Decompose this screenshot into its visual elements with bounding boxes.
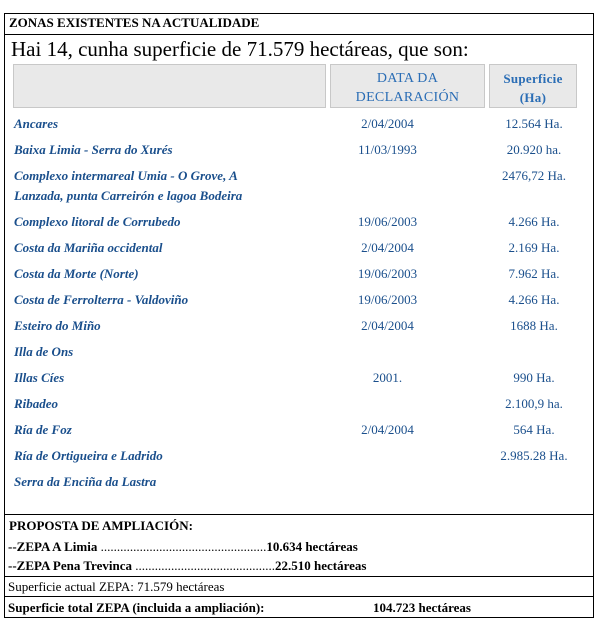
header-area-cell <box>489 64 577 108</box>
proposal-limia-dots: ................................................... <box>97 539 267 554</box>
zone-name: Ría de Foz <box>14 422 72 437</box>
current-total: Superficie actual ZEPA: 71.579 hectáreas <box>8 579 225 594</box>
zone-area: 564 Ha. <box>513 422 555 437</box>
zone-name: Illas Cíes <box>14 370 65 385</box>
zone-date: 2/04/2004 <box>361 116 414 131</box>
proposal-line-trevinca <box>8 558 366 574</box>
zone-area: 2.169 Ha. <box>508 240 560 255</box>
zone-name: Costa da Morte (Norte) <box>14 266 139 281</box>
zone-area: 990 Ha. <box>513 370 555 385</box>
zone-name: Illa de Ons <box>14 344 74 359</box>
zone-area: 20.920 ha. <box>506 142 562 157</box>
header-date-line1: DATA DA <box>376 71 439 86</box>
zone-date: 19/06/2003 <box>357 292 418 307</box>
proposal-line-limia <box>8 539 358 555</box>
zone-name: Complexo litoral de Corrubedo <box>14 214 181 229</box>
header-area-line2: (Ha) <box>519 90 547 105</box>
zone-name: Ancares <box>14 116 59 131</box>
proposal-trevinca-dots: ........................................... <box>131 558 275 573</box>
zone-name: Ribadeo <box>14 396 59 411</box>
zone-name: Baixa Limia - Serra do Xurés <box>14 142 173 157</box>
proposal-limia-label: --ZEPA A Limia <box>8 539 98 554</box>
zone-area: 2476,72 Ha. <box>502 168 566 183</box>
zone-area: 4.266 Ha. <box>508 214 560 229</box>
zone-date: 2/04/2004 <box>361 318 414 333</box>
zone-name-continued: Lanzada, punta Carreirón e lagoa Bodeira <box>14 188 243 203</box>
zone-date: 2001. <box>372 370 403 385</box>
zone-date: 11/03/1993 <box>358 142 417 157</box>
zone-name: Ría de Ortigueira e Ladrido <box>14 448 163 463</box>
header-date-cell <box>330 64 485 108</box>
header-date-line2: DECLARACIÓN <box>355 90 460 105</box>
proposal-trevinca-value: 22.510 hectáreas <box>274 558 367 573</box>
proposal-title: PROPOSTA DE AMPLIACIÓN: <box>9 518 193 533</box>
zone-date: 2/04/2004 <box>361 240 414 255</box>
zone-date: 19/06/2003 <box>357 214 418 229</box>
grand-total-label: Superficie total ZEPA (incluida a ampliación): <box>8 600 265 615</box>
zone-name: Serra da Enciña da Lastra <box>14 474 157 489</box>
proposal-trevinca-label: --ZEPA Pena Trevinca <box>8 558 132 573</box>
zone-area: 4.266 Ha. <box>508 292 560 307</box>
headline: Hai 14, cunha superficie de 71.579 hectáreas, que son: <box>11 37 469 61</box>
zone-name: Complexo intermareal Umia - O Grove, A <box>14 168 238 183</box>
zone-area: 2.985.28 Ha. <box>500 448 568 463</box>
zone-name: Costa de Ferrolterra - Valdoviño <box>14 292 189 307</box>
section-title: ZONAS EXISTENTES NA ACTUALIDADE <box>9 15 260 30</box>
zone-name: Costa da Mariña occidental <box>14 240 163 255</box>
zone-area: 1688 Ha. <box>510 318 558 333</box>
zone-area: 2.100,9 ha. <box>505 396 563 411</box>
zone-area: 12.564 Ha. <box>505 116 563 131</box>
proposal-limia-value: 10.634 hectáreas <box>266 539 358 554</box>
zone-date: 2/04/2004 <box>361 422 414 437</box>
zone-name: Esteiro do Miño <box>14 318 101 333</box>
grand-total-value: 104.723 hectáreas <box>373 600 471 615</box>
header-name-cell <box>13 64 326 108</box>
zone-area: 7.962 Ha. <box>508 266 560 281</box>
zone-date: 19/06/2003 <box>357 266 418 281</box>
header-area-line1: Superficie <box>503 71 563 86</box>
